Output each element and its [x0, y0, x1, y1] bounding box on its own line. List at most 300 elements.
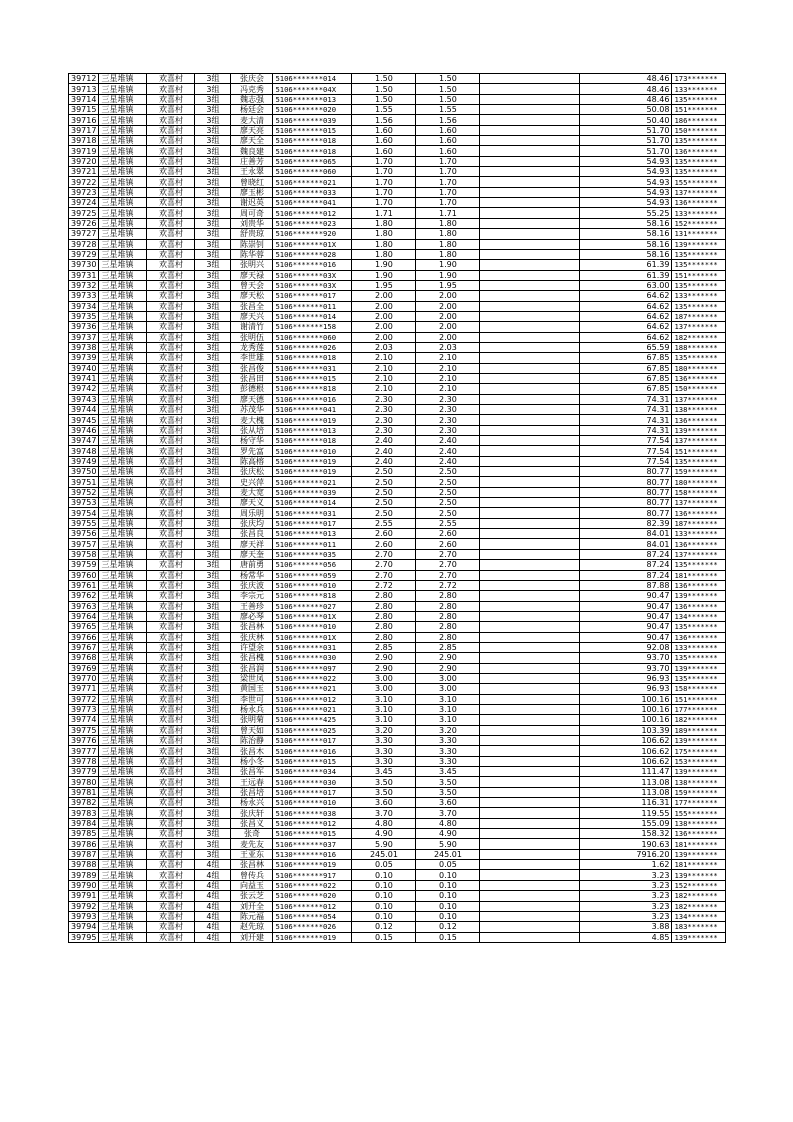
row-number-cell: 39778 [69, 756, 99, 766]
name-cell: 张明兴 [231, 260, 273, 270]
confirmed-area-cell: 1.70 [416, 177, 480, 187]
confirmed-area-cell: 0.10 [416, 891, 480, 901]
phone-cell: 135******* [672, 94, 726, 104]
name-cell: 张庆松 [231, 467, 273, 477]
blank-cell [480, 177, 580, 187]
table-row [69, 870, 726, 880]
area-cell: 1.55 [352, 105, 416, 115]
blank-cell [480, 291, 580, 301]
table-row [69, 405, 726, 415]
town-cell: 三星堆镇 [99, 601, 147, 611]
confirmed-area-cell: 2.50 [416, 467, 480, 477]
group-cell: 3组 [195, 342, 231, 352]
confirmed-area-cell: 2.00 [416, 332, 480, 342]
town-cell: 三星堆镇 [99, 880, 147, 890]
name-cell: 魏良建 [231, 146, 273, 156]
confirmed-area-cell: 2.50 [416, 508, 480, 518]
group-cell: 3组 [195, 756, 231, 766]
amount-cell: 64.62 [580, 291, 672, 301]
phone-cell: 136******* [672, 580, 726, 590]
area-cell: 1.56 [352, 115, 416, 125]
town-cell: 三星堆镇 [99, 653, 147, 663]
phone-cell: 138******* [672, 818, 726, 828]
amount-cell: 155.09 [580, 818, 672, 828]
confirmed-area-cell: 2.00 [416, 311, 480, 321]
group-cell: 3组 [195, 653, 231, 663]
amount-cell: 48.46 [580, 74, 672, 84]
name-cell: 梁世凤 [231, 673, 273, 683]
table-row [69, 436, 726, 446]
village-cell: 欢喜村 [147, 570, 195, 580]
group-cell: 3组 [195, 704, 231, 714]
phone-cell: 182******* [672, 715, 726, 725]
town-cell: 三星堆镇 [99, 146, 147, 156]
table-row [69, 777, 726, 787]
row-number-cell: 39773 [69, 704, 99, 714]
phone-cell: 137******* [672, 436, 726, 446]
group-cell: 3组 [195, 311, 231, 321]
blank-cell [480, 518, 580, 528]
row-number-cell: 39747 [69, 436, 99, 446]
id-number-cell: 5106*******035 [273, 549, 352, 559]
amount-cell: 63.00 [580, 280, 672, 290]
area-cell: 1.60 [352, 125, 416, 135]
area-cell: 0.10 [352, 880, 416, 890]
row-number-cell: 39722 [69, 177, 99, 187]
phone-cell: 137******* [672, 394, 726, 404]
village-cell: 欢喜村 [147, 829, 195, 839]
confirmed-area-cell: 2.30 [416, 415, 480, 425]
confirmed-area-cell: 2.50 [416, 477, 480, 487]
group-cell: 4组 [195, 891, 231, 901]
phone-cell: 135******* [672, 301, 726, 311]
group-cell: 3组 [195, 580, 231, 590]
area-cell: 2.50 [352, 477, 416, 487]
blank-cell [480, 384, 580, 394]
table-row [69, 642, 726, 652]
group-cell: 3组 [195, 725, 231, 735]
blank-cell [480, 280, 580, 290]
confirmed-area-cell: 2.10 [416, 373, 480, 383]
town-cell: 三星堆镇 [99, 167, 147, 177]
table-row [69, 529, 726, 539]
row-number-cell: 39763 [69, 601, 99, 611]
confirmed-area-cell: 1.80 [416, 239, 480, 249]
phone-cell: 134******* [672, 611, 726, 621]
phone-cell: 139******* [672, 932, 726, 942]
town-cell: 三星堆镇 [99, 187, 147, 197]
area-cell: 2.40 [352, 456, 416, 466]
table-row [69, 911, 726, 921]
name-cell: 许望余 [231, 642, 273, 652]
table-row [69, 156, 726, 166]
id-number-cell: 5106*******022 [273, 880, 352, 890]
village-cell: 欢喜村 [147, 808, 195, 818]
phone-cell: 135******* [672, 456, 726, 466]
phone-cell: 133******* [672, 84, 726, 94]
area-cell: 2.80 [352, 601, 416, 611]
amount-cell: 48.46 [580, 94, 672, 104]
group-cell: 3组 [195, 363, 231, 373]
phone-cell: 135******* [672, 560, 726, 570]
data-table [68, 73, 726, 943]
group-cell: 3组 [195, 777, 231, 787]
blank-cell [480, 539, 580, 549]
amount-cell: 3.23 [580, 870, 672, 880]
id-number-cell: 5106*******01X [273, 239, 352, 249]
village-cell: 欢喜村 [147, 291, 195, 301]
area-cell: 2.10 [352, 373, 416, 383]
amount-cell: 80.77 [580, 498, 672, 508]
name-cell: 谢清竹 [231, 322, 273, 332]
group-cell: 3组 [195, 301, 231, 311]
name-cell: 冯克秀 [231, 84, 273, 94]
id-number-cell: 5106*******017 [273, 787, 352, 797]
table-row [69, 901, 726, 911]
area-cell: 1.50 [352, 84, 416, 94]
village-cell: 欢喜村 [147, 477, 195, 487]
village-cell: 欢喜村 [147, 880, 195, 890]
name-cell: 廖天松 [231, 291, 273, 301]
row-number-cell: 39749 [69, 456, 99, 466]
blank-cell [480, 74, 580, 84]
blank-cell [480, 301, 580, 311]
confirmed-area-cell: 1.70 [416, 187, 480, 197]
group-cell: 3组 [195, 736, 231, 746]
town-cell: 三星堆镇 [99, 249, 147, 259]
town-cell: 三星堆镇 [99, 715, 147, 725]
id-number-cell: 5106*******010 [273, 580, 352, 590]
row-number-cell: 39745 [69, 415, 99, 425]
table-row [69, 363, 726, 373]
table-row [69, 415, 726, 425]
area-cell: 2.70 [352, 560, 416, 570]
town-cell: 三星堆镇 [99, 322, 147, 332]
blank-cell [480, 787, 580, 797]
row-number-cell: 39765 [69, 622, 99, 632]
id-number-cell: 5106*******031 [273, 508, 352, 518]
amount-cell: 80.77 [580, 477, 672, 487]
group-cell: 3组 [195, 167, 231, 177]
row-number-cell: 39743 [69, 394, 99, 404]
amount-cell: 54.93 [580, 198, 672, 208]
name-cell: 麦大清 [231, 115, 273, 125]
phone-cell: 139******* [672, 870, 726, 880]
name-cell: 张奇 [231, 829, 273, 839]
amount-cell: 61.39 [580, 260, 672, 270]
area-cell: 1.80 [352, 229, 416, 239]
amount-cell: 4.85 [580, 932, 672, 942]
village-cell: 欢喜村 [147, 456, 195, 466]
row-number-cell: 39750 [69, 467, 99, 477]
group-cell: 3组 [195, 405, 231, 415]
row-number-cell: 39751 [69, 477, 99, 487]
area-cell: 0.10 [352, 911, 416, 921]
phone-cell: 136******* [672, 146, 726, 156]
blank-cell [480, 156, 580, 166]
amount-cell: 80.77 [580, 487, 672, 497]
id-number-cell: 5106*******097 [273, 663, 352, 673]
phone-cell: 136******* [672, 632, 726, 642]
area-cell: 0.10 [352, 901, 416, 911]
village-cell: 欢喜村 [147, 932, 195, 942]
table-row [69, 167, 726, 177]
amount-cell: 67.85 [580, 373, 672, 383]
confirmed-area-cell: 2.30 [416, 394, 480, 404]
name-cell: 麦先友 [231, 839, 273, 849]
phone-cell: 181******* [672, 570, 726, 580]
area-cell: 2.00 [352, 301, 416, 311]
area-cell: 1.60 [352, 146, 416, 156]
group-cell: 3组 [195, 125, 231, 135]
confirmed-area-cell: 1.95 [416, 280, 480, 290]
confirmed-area-cell: 0.10 [416, 880, 480, 890]
name-cell: 张庆均 [231, 518, 273, 528]
blank-cell [480, 632, 580, 642]
name-cell: 张昌良 [231, 529, 273, 539]
blank-cell [480, 249, 580, 259]
amount-cell: 54.93 [580, 187, 672, 197]
id-number-cell: 5106*******020 [273, 891, 352, 901]
town-cell: 三星堆镇 [99, 467, 147, 477]
phone-cell: 181******* [672, 839, 726, 849]
name-cell: 杨常华 [231, 570, 273, 580]
name-cell: 李世可 [231, 694, 273, 704]
row-number-cell: 39737 [69, 332, 99, 342]
area-cell: 2.30 [352, 415, 416, 425]
confirmed-area-cell: 2.03 [416, 342, 480, 352]
village-cell: 欢喜村 [147, 539, 195, 549]
table-row [69, 798, 726, 808]
area-cell: 3.30 [352, 746, 416, 756]
blank-cell [480, 715, 580, 725]
blank-cell [480, 580, 580, 590]
group-cell: 3组 [195, 601, 231, 611]
blank-cell [480, 125, 580, 135]
name-cell: 张明菊 [231, 715, 273, 725]
amount-cell: 103.39 [580, 725, 672, 735]
town-cell: 三星堆镇 [99, 663, 147, 673]
area-cell: 2.50 [352, 487, 416, 497]
town-cell: 三星堆镇 [99, 539, 147, 549]
blank-cell [480, 725, 580, 735]
id-number-cell: 5106*******039 [273, 115, 352, 125]
area-cell: 2.90 [352, 663, 416, 673]
id-number-cell: 5106*******017 [273, 736, 352, 746]
confirmed-area-cell: 2.80 [416, 632, 480, 642]
row-number-cell: 39787 [69, 849, 99, 859]
name-cell: 张昌林 [231, 622, 273, 632]
village-cell: 欢喜村 [147, 167, 195, 177]
group-cell: 3组 [195, 456, 231, 466]
table-row [69, 373, 726, 383]
group-cell: 3组 [195, 549, 231, 559]
group-cell: 3组 [195, 529, 231, 539]
town-cell: 三星堆镇 [99, 632, 147, 642]
confirmed-area-cell: 3.60 [416, 798, 480, 808]
village-cell: 欢喜村 [147, 798, 195, 808]
id-number-cell: 5106*******019 [273, 467, 352, 477]
confirmed-area-cell: 4.90 [416, 829, 480, 839]
group-cell: 3组 [195, 229, 231, 239]
row-number-cell: 39777 [69, 746, 99, 756]
id-number-cell: 5106*******010 [273, 446, 352, 456]
town-cell: 三星堆镇 [99, 115, 147, 125]
row-number-cell: 39780 [69, 777, 99, 787]
table-row [69, 673, 726, 683]
name-cell: 张庆波 [231, 580, 273, 590]
village-cell: 欢喜村 [147, 446, 195, 456]
amount-cell: 51.70 [580, 125, 672, 135]
id-number-cell: 5106*******04X [273, 84, 352, 94]
group-cell: 4组 [195, 901, 231, 911]
village-cell: 欢喜村 [147, 549, 195, 559]
name-cell: 舒贵琼 [231, 229, 273, 239]
phone-cell: 139******* [672, 591, 726, 601]
amount-cell: 67.85 [580, 353, 672, 363]
amount-cell: 90.47 [580, 591, 672, 601]
group-cell: 3组 [195, 156, 231, 166]
village-cell: 欢喜村 [147, 198, 195, 208]
id-number-cell: 5106*******019 [273, 932, 352, 942]
group-cell: 3组 [195, 187, 231, 197]
blank-cell [480, 425, 580, 435]
village-cell: 欢喜村 [147, 187, 195, 197]
id-number-cell: 5106*******041 [273, 198, 352, 208]
name-cell: 张昌全 [231, 301, 273, 311]
area-cell: 1.80 [352, 218, 416, 228]
amount-cell: 96.93 [580, 673, 672, 683]
area-cell: 1.70 [352, 198, 416, 208]
table-row [69, 270, 726, 280]
town-cell: 三星堆镇 [99, 332, 147, 342]
area-cell: 3.00 [352, 684, 416, 694]
area-cell: 1.71 [352, 208, 416, 218]
row-number-cell: 39781 [69, 787, 99, 797]
phone-cell: 135******* [672, 673, 726, 683]
amount-cell: 119.55 [580, 808, 672, 818]
group-cell: 3组 [195, 798, 231, 808]
name-cell: 张庆林 [231, 632, 273, 642]
group-cell: 3组 [195, 673, 231, 683]
town-cell: 三星堆镇 [99, 704, 147, 714]
phone-cell: 151******* [672, 105, 726, 115]
name-cell: 龙秀莲 [231, 342, 273, 352]
table-body [69, 74, 726, 943]
id-number-cell: 5106*******059 [273, 570, 352, 580]
row-number-cell: 39730 [69, 260, 99, 270]
blank-cell [480, 601, 580, 611]
id-number-cell: 5106*******054 [273, 911, 352, 921]
phone-cell: 133******* [672, 291, 726, 301]
table-row [69, 518, 726, 528]
town-cell: 三星堆镇 [99, 901, 147, 911]
blank-cell [480, 911, 580, 921]
phone-cell: 137******* [672, 187, 726, 197]
town-cell: 三星堆镇 [99, 694, 147, 704]
town-cell: 三星堆镇 [99, 591, 147, 601]
blank-cell [480, 653, 580, 663]
amount-cell: 54.93 [580, 177, 672, 187]
confirmed-area-cell: 1.70 [416, 156, 480, 166]
row-number-cell: 39779 [69, 767, 99, 777]
row-number-cell: 39764 [69, 611, 99, 621]
name-cell: 王亚东 [231, 849, 273, 859]
blank-cell [480, 208, 580, 218]
amount-cell: 106.62 [580, 756, 672, 766]
group-cell: 3组 [195, 353, 231, 363]
amount-cell: 67.85 [580, 384, 672, 394]
area-cell: 3.00 [352, 673, 416, 683]
phone-cell: 138******* [672, 405, 726, 415]
row-number-cell: 39786 [69, 839, 99, 849]
confirmed-area-cell: 3.50 [416, 777, 480, 787]
village-cell: 欢喜村 [147, 229, 195, 239]
id-number-cell: 5106*******021 [273, 684, 352, 694]
confirmed-area-cell: 1.50 [416, 94, 480, 104]
blank-cell [480, 570, 580, 580]
amount-cell: 90.47 [580, 632, 672, 642]
id-number-cell: 5106*******031 [273, 642, 352, 652]
id-number-cell: 5106*******013 [273, 94, 352, 104]
row-number-cell: 39788 [69, 860, 99, 870]
phone-cell: 159******* [672, 787, 726, 797]
group-cell: 3组 [195, 508, 231, 518]
town-cell: 三星堆镇 [99, 405, 147, 415]
amount-cell: 111.47 [580, 767, 672, 777]
group-cell: 3组 [195, 249, 231, 259]
row-number-cell: 39729 [69, 249, 99, 259]
area-cell: 2.03 [352, 342, 416, 352]
group-cell: 3组 [195, 332, 231, 342]
group-cell: 3组 [195, 425, 231, 435]
blank-cell [480, 187, 580, 197]
id-number-cell: 5106*******012 [273, 208, 352, 218]
area-cell: 3.50 [352, 777, 416, 787]
area-cell: 245.01 [352, 849, 416, 859]
id-number-cell: 5106*******818 [273, 591, 352, 601]
confirmed-area-cell: 1.70 [416, 167, 480, 177]
blank-cell [480, 270, 580, 280]
town-cell: 三星堆镇 [99, 280, 147, 290]
group-cell: 3组 [195, 373, 231, 383]
phone-cell: 139******* [672, 239, 726, 249]
amount-cell: 100.16 [580, 704, 672, 714]
village-cell: 欢喜村 [147, 353, 195, 363]
row-number-cell: 39766 [69, 632, 99, 642]
table-row [69, 560, 726, 570]
group-cell: 3组 [195, 498, 231, 508]
village-cell: 欢喜村 [147, 736, 195, 746]
blank-cell [480, 332, 580, 342]
id-number-cell: 5106*******020 [273, 105, 352, 115]
area-cell: 2.70 [352, 570, 416, 580]
confirmed-area-cell: 2.30 [416, 425, 480, 435]
confirmed-area-cell: 2.60 [416, 529, 480, 539]
group-cell: 3组 [195, 622, 231, 632]
table-row [69, 115, 726, 125]
amount-cell: 64.62 [580, 311, 672, 321]
village-cell: 欢喜村 [147, 518, 195, 528]
amount-cell: 82.39 [580, 518, 672, 528]
town-cell: 三星堆镇 [99, 818, 147, 828]
town-cell: 三星堆镇 [99, 673, 147, 683]
id-number-cell: 5106*******016 [273, 746, 352, 756]
amount-cell: 113.08 [580, 787, 672, 797]
table-row [69, 136, 726, 146]
row-number-cell: 39727 [69, 229, 99, 239]
row-number-cell: 39723 [69, 187, 99, 197]
